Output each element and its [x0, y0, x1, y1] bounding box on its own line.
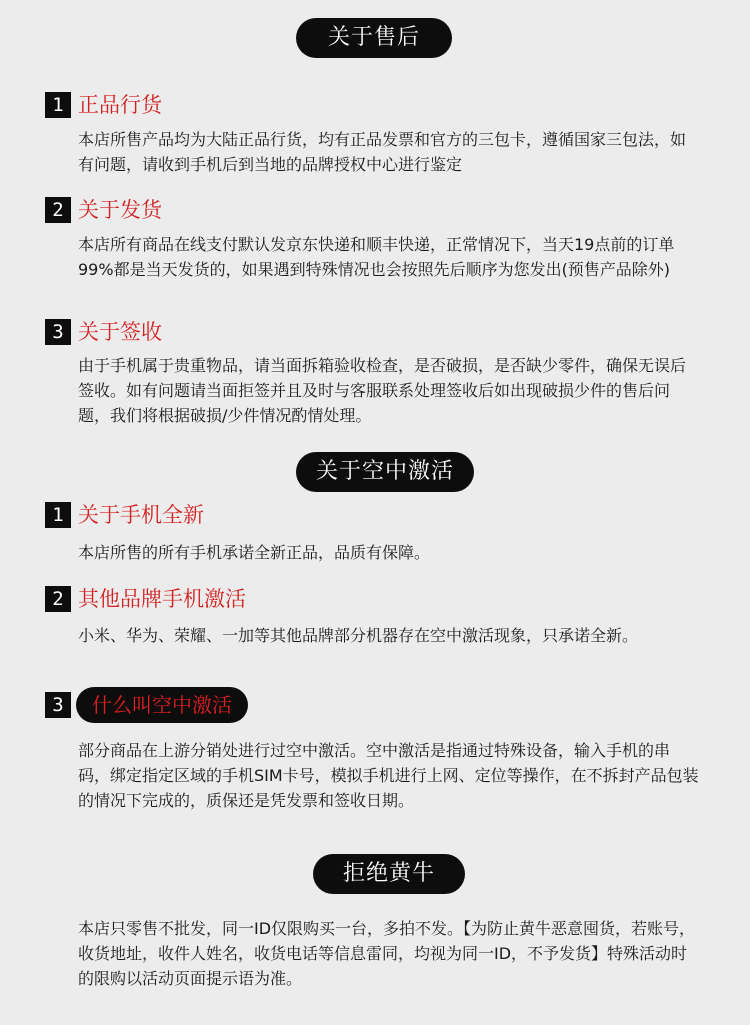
item-body-other-brands: 小米、华为、荣耀、一加等其他品牌部分机器存在空中激活现象，只承诺全新。	[78, 626, 639, 645]
item-body-brand-new: 本店所售的所有手机承诺全新正品，品质有保障。	[78, 543, 431, 562]
item-heading-genuine: 正品行货	[78, 93, 162, 117]
item-number-badge: 3	[45, 319, 71, 345]
item-number-badge: 3	[45, 692, 71, 718]
section-title-aftersales: 关于售后	[296, 18, 452, 58]
scalper-body: 本店只零售不批发，同一ID仅限购买一台，多拍不发。【为防止黄牛恶意囤货，若账号，收货地址，收件人姓名，收货电话等信息雷同，均视为同一ID，不予发货】特殊活动时的限购以活动页面提示语为准。	[78, 919, 696, 988]
item-number-badge: 1	[45, 502, 71, 528]
section-title-scalper: 拒绝黄牛	[313, 854, 465, 894]
item-body-shipping: 本店所有商品在线支付默认发京东快递和顺丰快递，正常情况下，当天19点前的订单99%都是当天发货的，如果遇到特殊情况也会按照先后顺序为您发出(预售产品除外)	[78, 235, 675, 279]
item-body-genuine: 本店所售产品均为大陆正品行货，均有正品发票和官方的三包卡，遵循国家三包法，如有问题，请收到手机后到当地的品牌授权中心进行鉴定	[78, 130, 687, 174]
item-heading-signing: 关于签收	[78, 320, 162, 344]
item-number-badge: 2	[45, 197, 71, 223]
section-title-activation: 关于空中激活	[296, 452, 474, 492]
item-heading-brand-new: 关于手机全新	[78, 503, 204, 527]
item-body-signing: 由于手机属于贵重物品，请当面拆箱验收检查，是否破损，是否缺少零件，确保无误后签收。如有问题请当面拒签并且及时与客服联系处理签收后如出现破损少件的售后问题，我们将根据破损/少件情况酌情处理。	[78, 356, 687, 425]
item-number-badge: 2	[45, 586, 71, 612]
item-heading-shipping: 关于发货	[78, 198, 162, 222]
item-heading-what-is-activation: 什么叫空中激活	[76, 687, 248, 723]
item-heading-other-brands: 其他品牌手机激活	[78, 587, 246, 611]
item-body-what-is-activation: 部分商品在上游分销处进行过空中激活。空中激活是指通过特殊设备，输入手机的串码，绑定指定区域的手机SIM卡号，模拟手机进行上网、定位等操作，在不拆封产品包装的情况下完成的，质保还是凭发票和签收日期。	[78, 741, 699, 810]
item-number-badge: 1	[45, 92, 71, 118]
